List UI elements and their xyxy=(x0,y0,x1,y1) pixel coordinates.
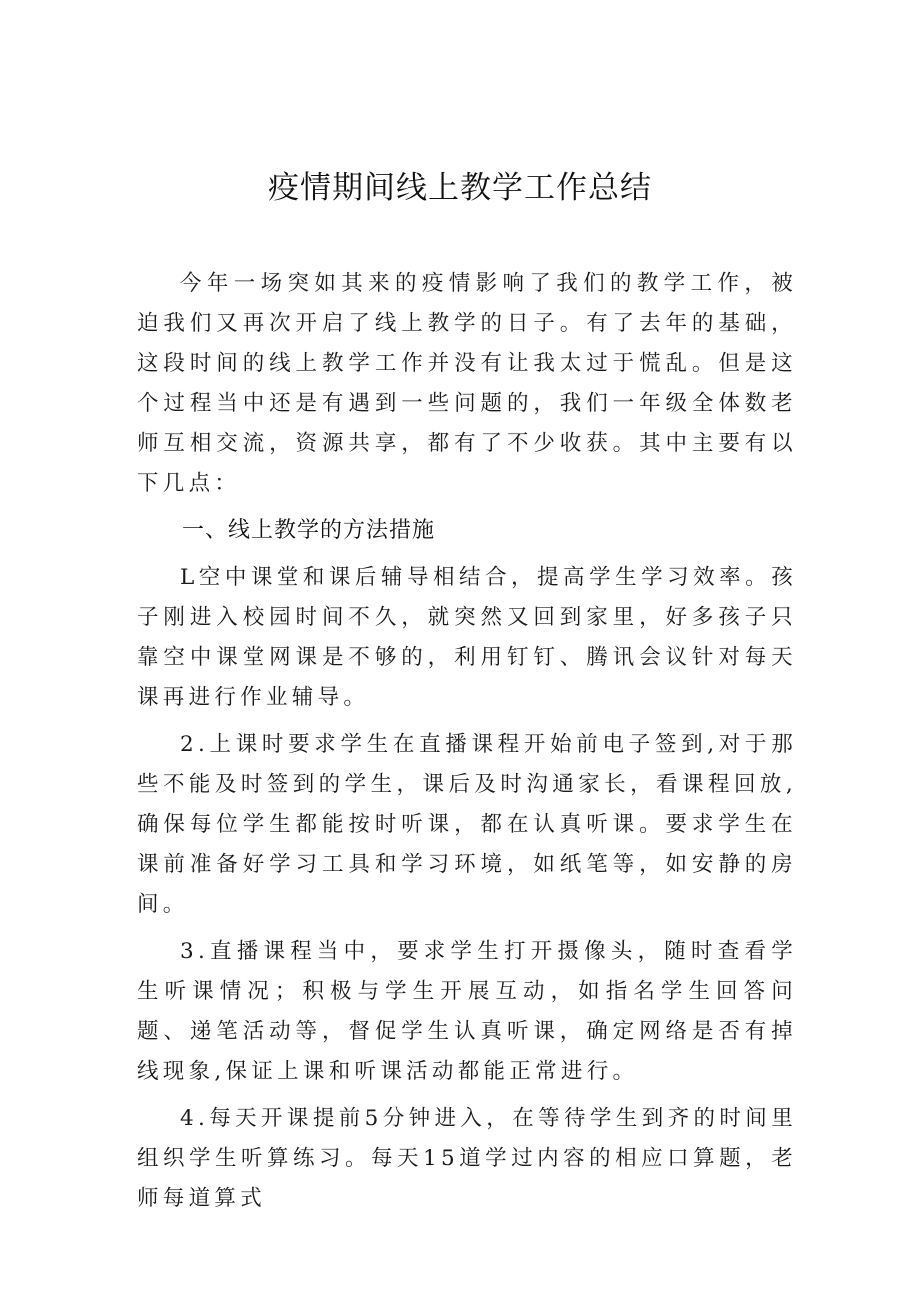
intro-paragraph: 今年一场突如其来的疫情影响了我们的教学工作，被迫我们又再次开启了线上教学的日子。有了去年的基础，这段时间的线上教学工作并没有让我太过于慌乱。但是这个过程当中还是有遇到一些问题的，我们一年级全体数老师互相交流，资源共享，都有了不少收获。其中主要有以下几点： xyxy=(137,271,797,496)
page-title: 疫情期间线上教学工作总结 xyxy=(268,170,652,206)
list-item-2: 2.上课时要求学生在直播课程开始前电子签到,对于那些不能及时签到的学生，课后及时沟通家长，看课程回放,确保每位学生都能按时听课，都在认真听课。要求学生在课前准备好学习工具和学习环境，如纸笔等，如安静的房间。 xyxy=(137,732,797,917)
section-heading: 一、线上教学的方法措施 xyxy=(182,518,436,543)
document-body xyxy=(137,264,797,1226)
list-item-3: 3.直播课程当中，要求学生打开摄像头，随时查看学生听课情况；积极与学生开展互动，如指名学生回答问题、递笔活动等，督促学生认真听课，确定网络是否有掉线现象,保证上课和听课活动都能正常进行。 xyxy=(137,939,797,1084)
list-item-4: 4.每天开课提前5分钟进入，在等待学生到齐的时间里组织学生听算练习。每天15道学过内容的相应口算题，老师每道算式 xyxy=(137,1106,797,1211)
list-item-1: L空中课堂和课后辅导相结合，提高学生学习效率。孩子刚进入校园时间不久，就突然又回到家里，好多孩子只靠空中课堂网课是不够的，利用钉钉、腾讯会议针对每天课再进行作业辅导。 xyxy=(137,565,797,710)
